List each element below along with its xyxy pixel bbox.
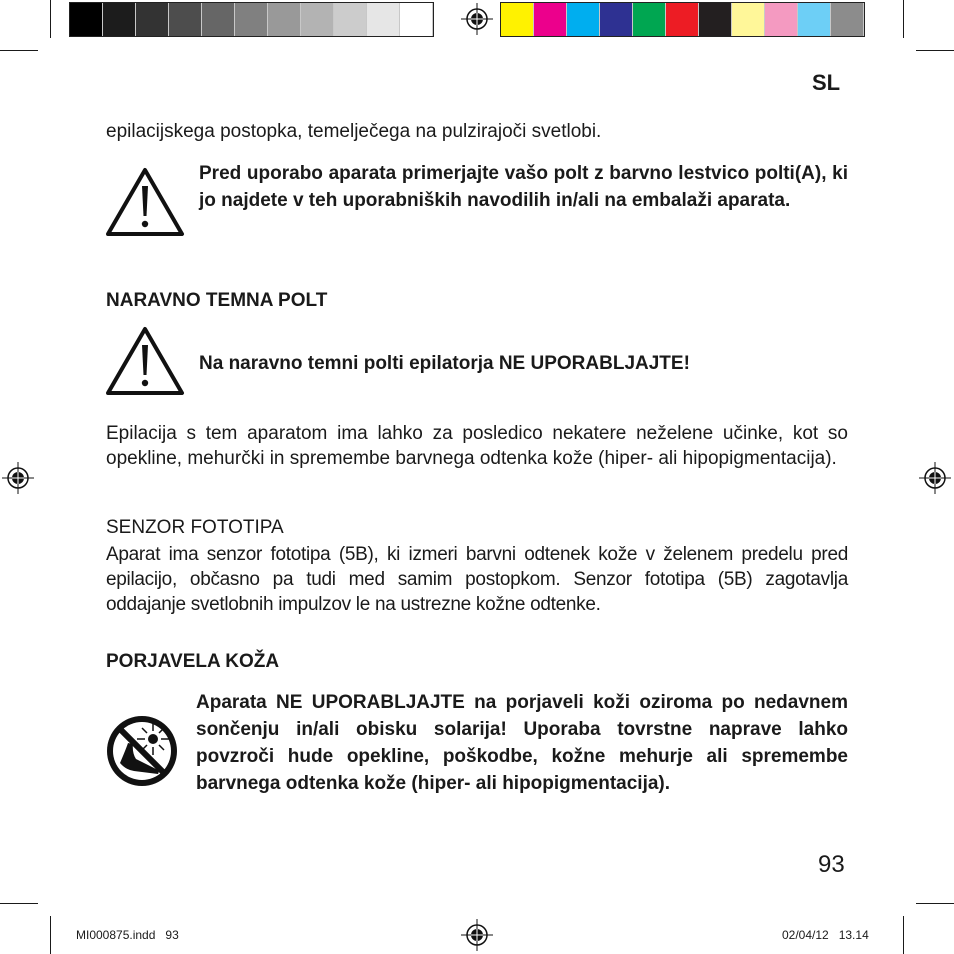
skin-chart-warning: Pred uporabo aparata primerjajte vašo polt z barvno lestvico polti(A), ki jo najdete v teh uporabniških navodilih in/ali na embalaži aparata. — [199, 163, 848, 211]
warning-triangle-icon — [104, 166, 186, 238]
crop-mark — [50, 0, 51, 38]
crop-mark — [50, 916, 51, 954]
language-code: SL — [812, 70, 841, 95]
dark-skin-warning: Na naravno temni polti epilatorja NE UPORABLJAJTE! — [199, 353, 690, 374]
color-swatch — [301, 3, 334, 36]
cmyk-color-bar — [500, 2, 865, 37]
warning-triangle-icon — [104, 325, 186, 397]
color-swatch — [699, 3, 732, 36]
color-swatch — [633, 3, 666, 36]
crop-mark — [916, 50, 954, 51]
color-swatch — [765, 3, 798, 36]
color-swatch — [400, 3, 433, 36]
footer-file-info: MI000875.indd 93 — [76, 928, 179, 942]
color-swatch — [70, 3, 103, 36]
color-swatch — [798, 3, 831, 36]
sensor-title: SENZOR FOTOTIPA — [106, 517, 284, 538]
color-swatch — [666, 3, 699, 36]
color-swatch — [732, 3, 765, 36]
color-swatch — [534, 3, 567, 36]
color-swatch — [501, 3, 534, 36]
color-swatch — [169, 3, 202, 36]
registration-mark-icon — [918, 461, 952, 495]
color-swatch — [334, 3, 367, 36]
crop-mark — [0, 50, 38, 51]
registration-mark-icon — [1, 461, 35, 495]
crop-mark — [903, 916, 904, 954]
page-number: 93 — [818, 851, 845, 878]
registration-mark-icon — [460, 918, 494, 952]
sensor-paragraph: Aparat ima senzor fototipa (5B), ki izmeri barvni odtenek kože v želenem predelu pred epilacijo, občasno pa tudi med samim postopkom. Senzor fototipa (5B) zagotavlja oddajanje svetlobnih impulzov le na ustrezne kožne odtenke. — [106, 544, 848, 615]
section-heading-tanned-skin: PORJAVELA KOŽA — [106, 651, 280, 672]
side-effects-paragraph: Epilacija s tem aparatom ima lahko za posledico nekatere neželene učinke, kot so opekline, mehurčki in spremembe barvnega odtenka kože (hiper- ali hipopigmentacija). — [106, 423, 848, 469]
color-swatch — [136, 3, 169, 36]
section-heading-dark-skin: NARAVNO TEMNA POLT — [106, 290, 328, 311]
color-swatch — [103, 3, 136, 36]
crop-mark — [916, 903, 954, 904]
color-swatch — [567, 3, 600, 36]
crop-mark — [903, 0, 904, 38]
color-swatch — [202, 3, 235, 36]
color-swatch — [831, 3, 864, 36]
grayscale-color-bar — [69, 2, 434, 37]
crop-mark — [0, 903, 38, 904]
footer-date-info: 02/04/12 13.14 — [782, 928, 869, 942]
color-swatch — [268, 3, 301, 36]
no-sun-exposure-icon — [104, 713, 180, 789]
registration-mark-icon — [460, 2, 494, 36]
tanned-skin-warning: Aparata NE UPORABLJAJTE na porjaveli koži oziroma po nedavnem sončenju in/ali obisku solarija! Uporaba tovrstne naprave lahko povzroči hude opekline, poškodbe, kožne mehurje ali spremembe barvnega odtenka kože (hiper- ali hipopigmentacija). — [196, 692, 848, 794]
color-swatch — [367, 3, 400, 36]
intro-text: epilacijskega postopka, temelječega na pulzirajoči svetlobi. — [106, 121, 602, 142]
color-swatch — [600, 3, 633, 36]
color-swatch — [235, 3, 268, 36]
